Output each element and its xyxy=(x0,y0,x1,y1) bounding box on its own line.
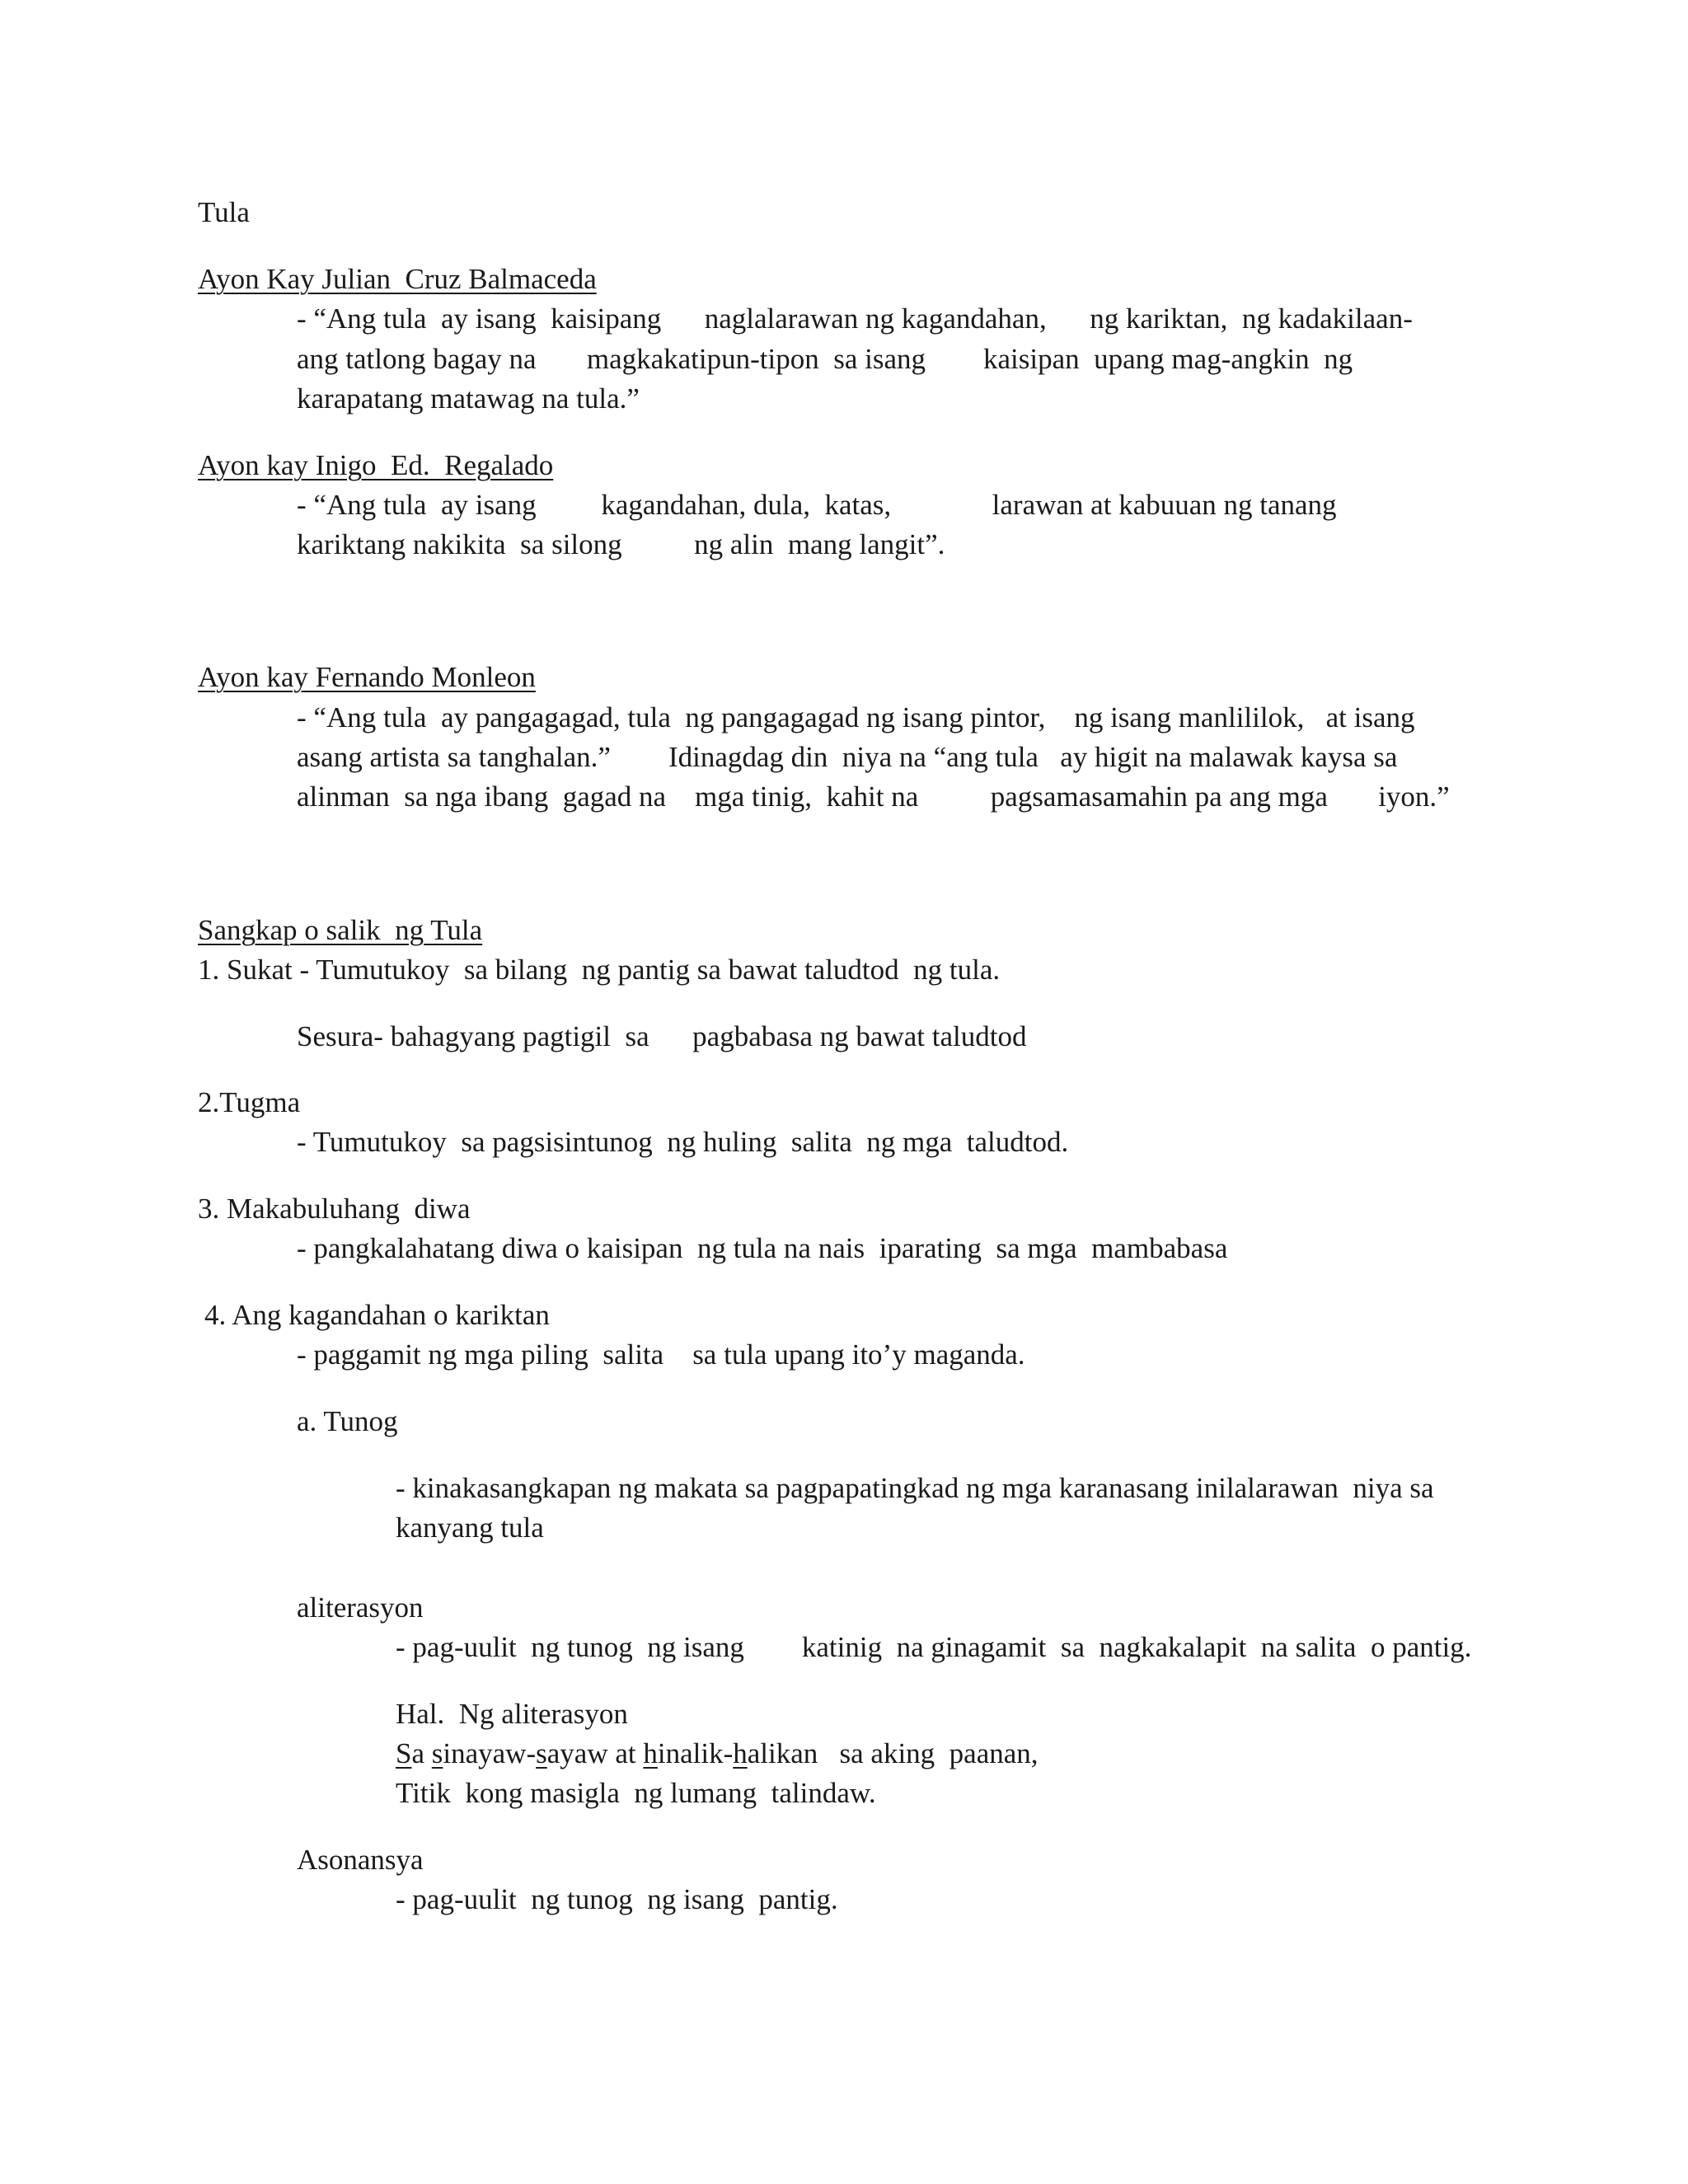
subsection-tunog: a. Tunog xyxy=(297,1405,398,1437)
tunog-desc-line: kanyang tula xyxy=(396,1511,544,1544)
list-item-diwa-desc: - pangkalahatang diwa o kaisipan ng tula na nais iparating sa mga mambabasa xyxy=(297,1232,1228,1264)
definition-line: asang artista sa tanghalan.” Idinagdag din niya na “ang tula ay higit na malawak kaysa sa xyxy=(297,741,1398,773)
example-text: inalik- xyxy=(657,1737,734,1769)
definition-line: alinman sa nga ibang gagad na mga tinig, kahit na pagsamasamahin pa ang mga iyon.” xyxy=(297,780,1450,813)
subsection-asonansya: Asonansya xyxy=(297,1844,424,1876)
definition-line: - “Ang tula ay isang kagandahan, dula, katas, larawan at kabuuan ng tanang xyxy=(297,489,1337,521)
definition-line: karapatang matawag na tula.” xyxy=(297,382,640,415)
example-text: inayaw- xyxy=(443,1737,537,1769)
example-line-2: Titik kong masigla ng lumang talindaw. xyxy=(396,1777,876,1809)
definition-heading-monleon: Ayon kay Fernando Monleon xyxy=(198,661,536,693)
definition-heading-regalado: Ayon kay Inigo Ed. Regalado xyxy=(198,449,554,481)
definition-line: - “Ang tula ay isang kaisipang naglalarawan ng kagandahan, ng kariktan, ng kadakilaan- xyxy=(297,302,1413,335)
example-text: a xyxy=(411,1737,432,1769)
list-item-diwa: 3. Makabuluhang diwa xyxy=(198,1193,471,1225)
example-line-1 xyxy=(396,1737,1039,1770)
underlined-letter: s xyxy=(431,1737,443,1769)
definition-line: ang tatlong bagay na magkakatipun-tipon sa isang kaisipan upang mag-angkin ng xyxy=(297,343,1353,375)
document-title: Tula xyxy=(198,196,250,228)
underlined-letter: S xyxy=(396,1737,412,1769)
asonansya-desc: - pag-uulit ng tunog ng isang pantig. xyxy=(396,1883,838,1915)
definition-heading-balmaceda: Ayon Kay Julian Cruz Balmaceda xyxy=(198,263,597,295)
sangkap-heading: Sangkap o salik ng Tula xyxy=(198,914,483,946)
example-text: ayaw at xyxy=(546,1737,644,1769)
underlined-letter: s xyxy=(536,1737,547,1769)
aliterasyon-desc: - pag-uulit ng tunog ng isang katinig na ginagamit sa nagkakalapit na salita o pantig. xyxy=(396,1631,1472,1663)
list-item-sukat: 1. Sukat - Tumutukoy sa bilang ng pantig sa bawat taludtod ng tula. xyxy=(198,954,1001,986)
example-text: alikan sa aking paanan, xyxy=(747,1737,1039,1769)
underlined-letter: h xyxy=(643,1737,658,1769)
list-item-sesura: Sesura- bahagyang pagtigil sa pagbabasa ng bawat taludtod xyxy=(297,1020,1027,1052)
example-heading: Hal. Ng aliterasyon xyxy=(396,1698,628,1730)
subsection-aliterasyon: aliterasyon xyxy=(297,1591,424,1624)
list-item-tugma: 2.Tugma xyxy=(198,1086,301,1118)
definition-line: - “Ang tula ay pangagagad, tula ng pangagagad ng isang pintor, ng isang manlililok, at isang xyxy=(297,701,1415,733)
list-item-kagandahan: 4. Ang kagandahan o kariktan xyxy=(204,1299,550,1331)
list-item-kagandahan-desc: - paggamit ng mga piling salita sa tula upang ito’y maganda. xyxy=(297,1338,1025,1371)
definition-line: kariktang nakikita sa silong ng alin mang langit”. xyxy=(297,528,945,560)
tunog-desc-line: - kinakasangkapan ng makata sa pagpapatingkad ng mga karanasang inilalarawan niya sa xyxy=(396,1472,1434,1504)
list-item-tugma-desc: - Tumutukoy sa pagsisintunog ng huling salita ng mga taludtod. xyxy=(297,1126,1069,1158)
underlined-letter: h xyxy=(733,1737,748,1769)
